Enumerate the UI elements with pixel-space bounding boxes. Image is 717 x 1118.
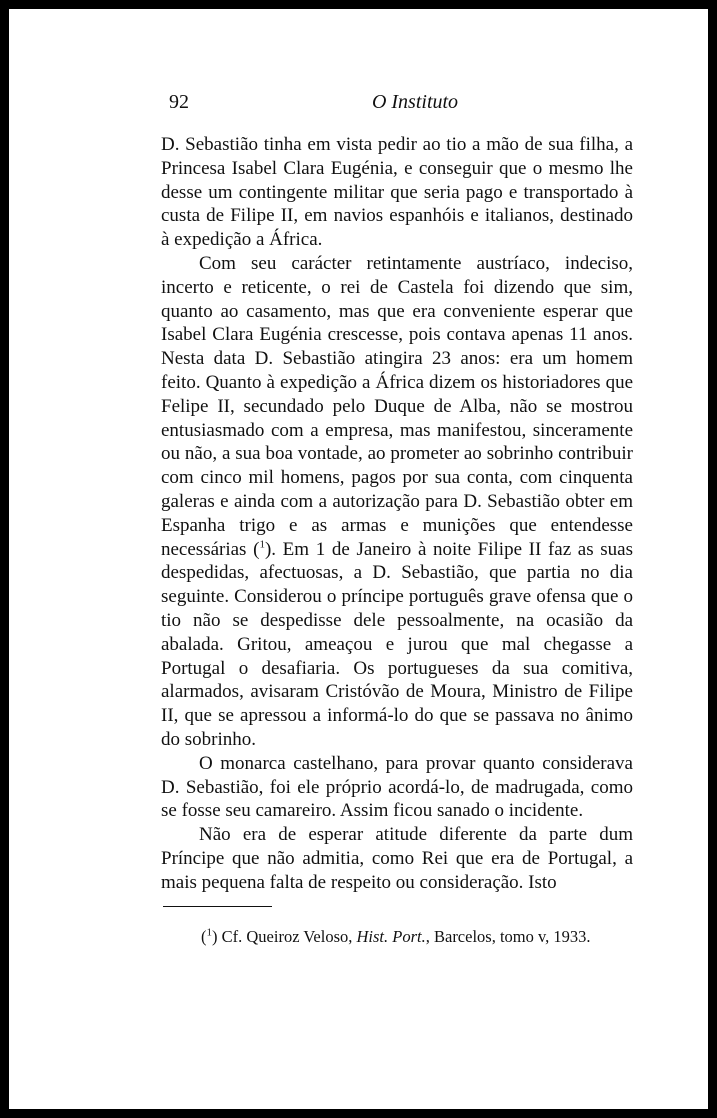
paragraph-3: O monarca castelhano, para provar quanto considerava D. Sebastião, foi ele próprio acordá-lo, de madrugada, como se fosse seu camareiro. Assim ficou sanado o incidente.: [161, 752, 633, 822]
body-text: [161, 133, 633, 895]
page-header: [163, 91, 635, 121]
paragraph-2-text-b: Em 1 de Janeiro à noite Filipe II faz as suas despedidas, afectuosas, a D. Sebastião, que partia no dia seguinte. Considerou o príncipe português grave ofensa que o tio não se despedisse dele pessoalmente, na ocasião da abalada. Gritou, ameaçou e jurou que mal chegasse a Portugal o desafiaria. Os portugueses da sua comitiva, alarmados, avisaram Cristóvão de Moura, Ministro de Filipe II, que se apressou a informá-lo do que se passava no ânimo do sobrinho.: [161, 538, 634, 750]
footnote: [201, 926, 641, 948]
paragraph-2-text-a: Com seu carácter retintamente austríaco, indeciso, incerto e reticente, o rei de Castela foi dizendo que sim, quanto ao casamento, mas que era conveniente esperar que Isabel Clara Eugénia crescesse, pois contava apenas 11 anos. Nesta data D. Sebastião atingira 23 anos: era um homem feito. Quanto à expedição a África dizem os historiadores que Felipe II, secundado pelo Duque de Alba, não se mostrou entusiasmado com a empresa, mas manifestou, sinceramente ou não, a sua boa vontade, ao prometer ao sobrinho contribuir com cinco mil homens, pagos por sua conta, com cinquenta galeras e ainda com a autorização para D. Sebastião obter em Espanha trigo e as armas e munições que entendesse necessárias: [161, 252, 633, 560]
footnote-lead: Cf. Queiroz Veloso,: [217, 927, 357, 946]
footnote-divider: [163, 906, 272, 907]
footnote-reference[interactable]: 1: [259, 538, 265, 551]
footnote-work-title: Hist. Port.: [356, 927, 426, 946]
page-number: 92: [169, 91, 189, 113]
paragraph-4: Não era de esperar atitude diferente da parte dum Príncipe que não admitia, como Rei que era de Portugal, a mais pequena falta de respeito ou consideração. Isto: [161, 824, 633, 893]
footnote-tail: , Barcelos, tomo v, 1933.: [425, 927, 591, 946]
book-page: [9, 9, 708, 1109]
paragraph-1: [161, 133, 633, 252]
note-open: (: [246, 538, 260, 560]
running-title: O Instituto: [371, 91, 459, 113]
footnote-marker-close: ): [212, 927, 218, 946]
footnote-marker-number: 1: [206, 926, 212, 939]
paragraph-2: [161, 252, 633, 752]
footnote-marker: [201, 927, 218, 946]
paragraph-1-text: D. Sebastião tinha em vista pedir ao tio a mão de sua filha, a Princesa Isabel Clara Eugénia, e conseguir que o mesmo lhe desse um contingente militar que seria pago e transportado à custa de Filipe II, em navios espanhóis e italianos, destinado à expedição a África.: [161, 134, 633, 251]
note-close: ).: [264, 538, 277, 560]
footnote-marker-open: (: [201, 927, 207, 946]
